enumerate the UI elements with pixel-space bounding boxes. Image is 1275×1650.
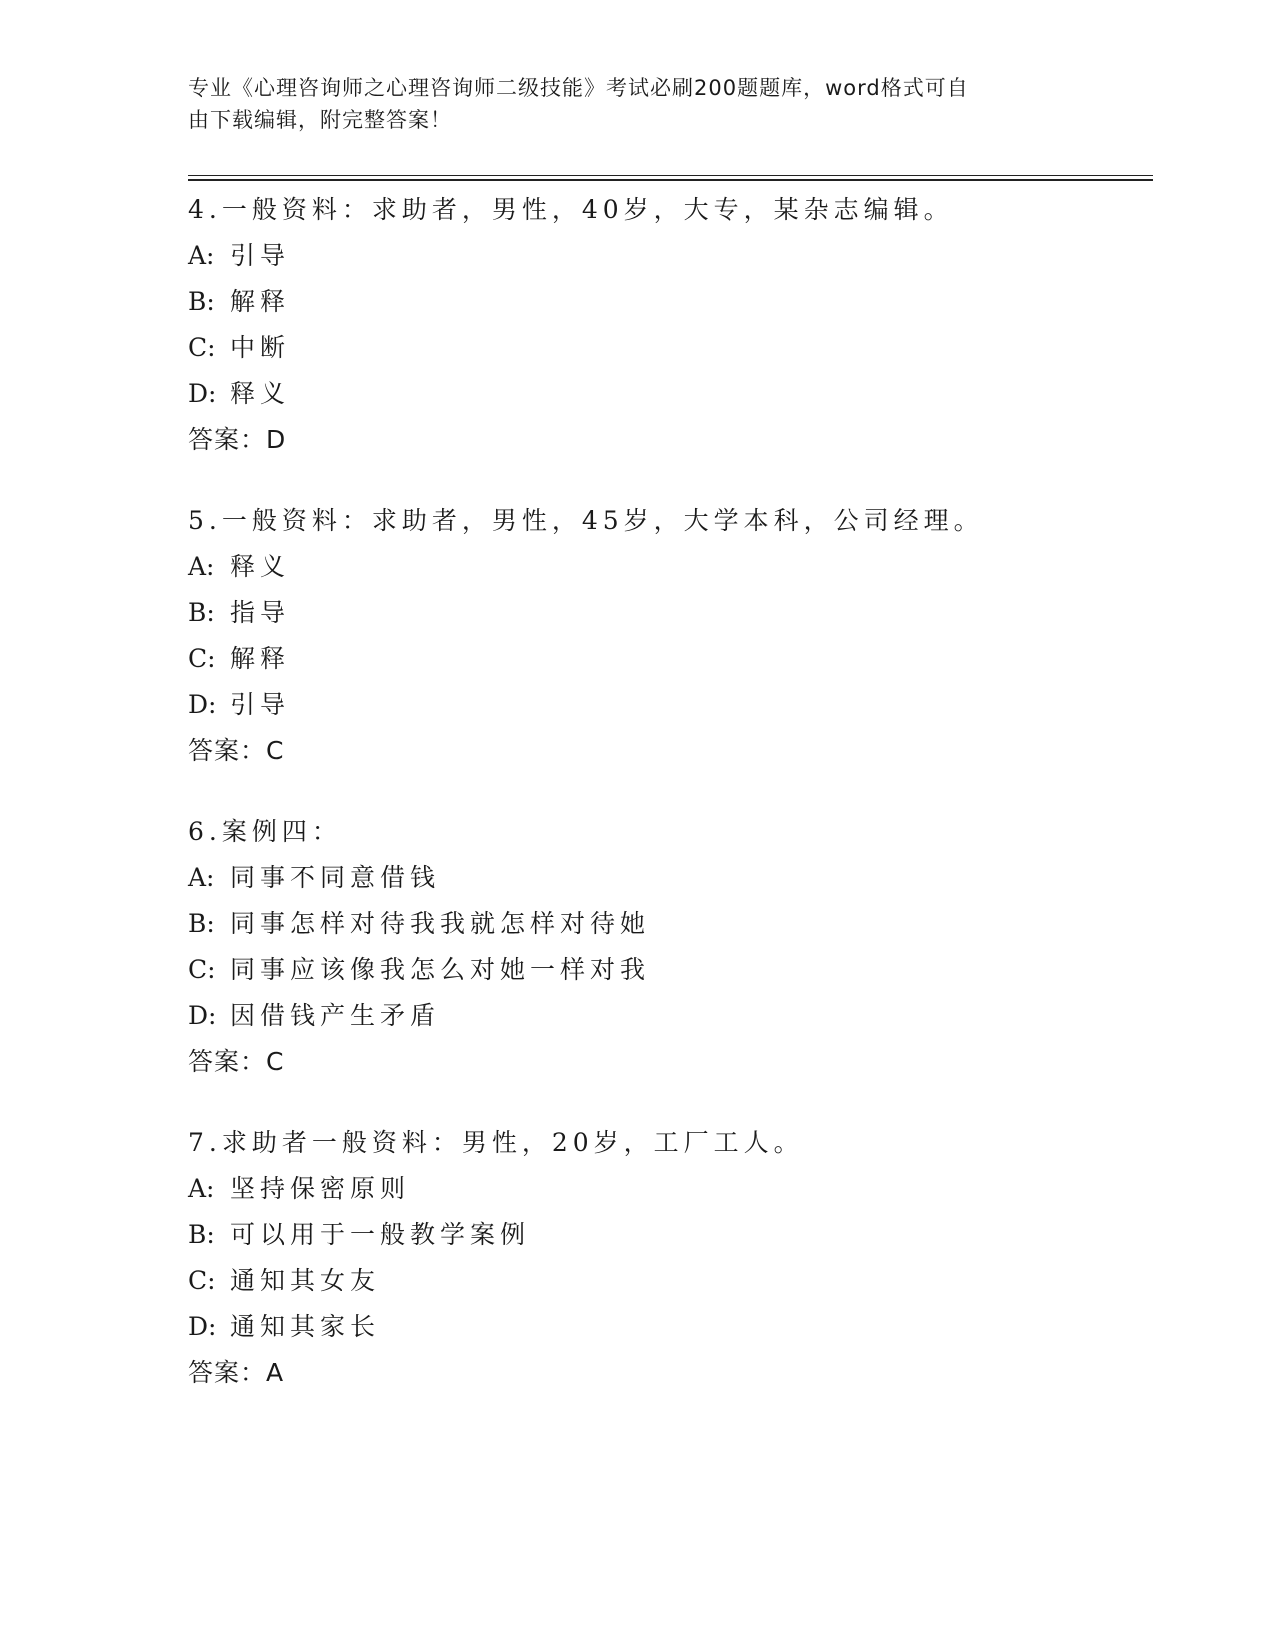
question-block (188, 498, 1153, 774)
option-text: 指导 (230, 598, 291, 627)
answer-text: 答案：A (188, 1358, 285, 1387)
option-text: 通知其女友 (230, 1266, 381, 1295)
option-text: 同事怎样对待我我就怎样对待她 (230, 909, 651, 938)
option-letter: A: (188, 1174, 215, 1203)
option-letter: C: (188, 644, 216, 673)
option-letter: A: (188, 552, 215, 581)
option-text: 通知其家长 (230, 1312, 381, 1341)
option-text: 同事应该像我怎么对她一样对我 (230, 955, 651, 984)
header-line-2: 由下载编辑，附完整答案！ (188, 108, 452, 132)
option-a (188, 544, 1153, 590)
question-block (188, 187, 1153, 463)
option-a (188, 233, 1153, 279)
option-letter: C: (188, 955, 216, 984)
option-letter: A: (188, 863, 215, 892)
option-letter: C: (188, 333, 216, 362)
option-c (188, 325, 1153, 371)
option-a (188, 855, 1153, 901)
option-letter: B: (188, 287, 215, 316)
option-text: 引导 (230, 690, 291, 719)
answer-text: 答案：D (188, 425, 287, 454)
option-text: 解释 (230, 644, 291, 673)
option-b (188, 279, 1153, 325)
option-letter: B: (188, 598, 215, 627)
option-letter: C: (188, 1266, 216, 1295)
option-text: 中断 (230, 333, 291, 362)
answer-text: 答案：C (188, 736, 285, 765)
option-letter: A: (188, 241, 215, 270)
header-divider-thin (188, 175, 1153, 176)
option-c (188, 636, 1153, 682)
option-c (188, 947, 1153, 993)
option-a (188, 1166, 1153, 1212)
option-d (188, 993, 1153, 1039)
option-letter: D: (188, 690, 217, 719)
option-text: 可以用于一般教学案例 (230, 1220, 531, 1249)
question-stem: 4.一般资料：求助者，男性，40岁，大专，某杂志编辑。 (188, 195, 954, 224)
question-block (188, 809, 1153, 1085)
option-letter: D: (188, 1001, 217, 1030)
question-stem: 6.案例四： (188, 817, 342, 846)
header-divider-thick (188, 179, 1153, 181)
header-line-1: 专业《心理咨询师之心理咨询师二级技能》考试必刷200题题库，word格式可自 (188, 76, 969, 100)
option-text: 坚持保密原则 (230, 1174, 411, 1203)
option-d (188, 1304, 1153, 1350)
question-block (188, 1120, 1153, 1396)
option-d (188, 682, 1153, 728)
option-text: 同事不同意借钱 (230, 863, 441, 892)
answer-text: 答案：C (188, 1047, 285, 1076)
option-b (188, 901, 1153, 947)
option-text: 因借钱产生矛盾 (230, 1001, 441, 1030)
option-d (188, 371, 1153, 417)
option-text: 引导 (230, 241, 291, 270)
option-letter: D: (188, 1312, 217, 1341)
option-letter: B: (188, 1220, 215, 1249)
option-text: 解释 (230, 287, 291, 316)
question-stem: 7.求助者一般资料：男性，20岁，工厂工人。 (188, 1128, 804, 1157)
option-letter: D: (188, 379, 217, 408)
option-letter: B: (188, 909, 215, 938)
document-header (188, 72, 1068, 136)
option-b (188, 1212, 1153, 1258)
option-b (188, 590, 1153, 636)
option-text: 释义 (230, 379, 291, 408)
option-c (188, 1258, 1153, 1304)
question-stem: 5.一般资料：求助者，男性，45岁，大学本科，公司经理。 (188, 506, 984, 535)
option-text: 释义 (230, 552, 291, 581)
